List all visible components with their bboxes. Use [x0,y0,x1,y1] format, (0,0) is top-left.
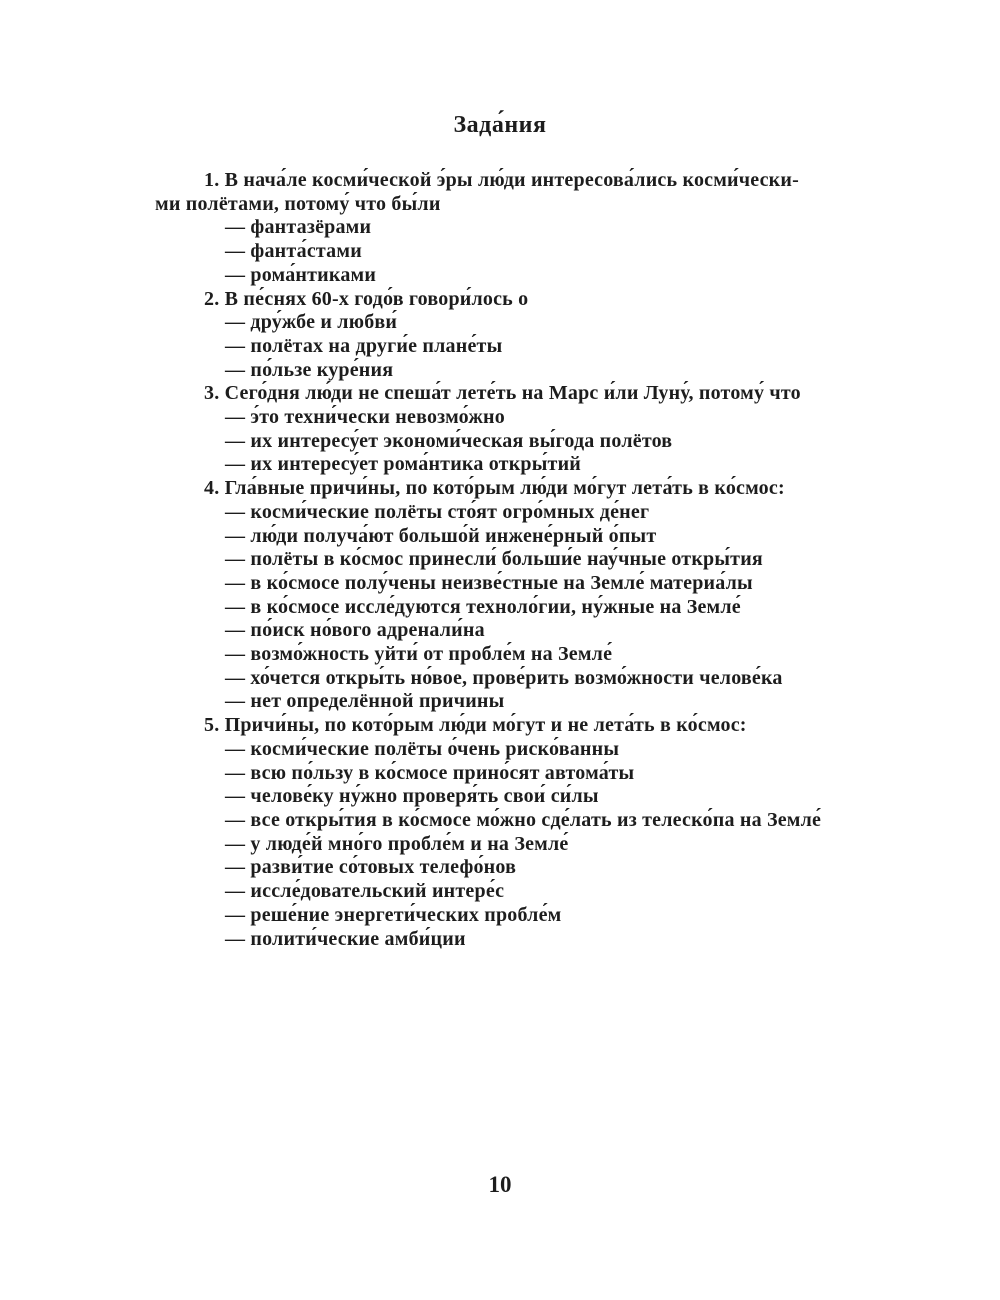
task-option-line: — дру́жбе и любви́ [225,311,398,334]
task-option-line: — разви́тие со́товых телефо́нов [225,856,517,879]
task-option-line: — челове́ку ну́жно проверя́ть свои́ си́лы [225,785,599,808]
task-option-line: — по́льзе куре́ния [225,358,394,381]
task-option-line: — их интересу́ет рома́нтика откры́тий [225,453,582,476]
task-option-line: — их интересу́ет экономи́ческая вы́года полётов [225,429,673,452]
task-option-line: — нет определённой причины [225,690,505,713]
task-option-line: — по́иск но́вого адренали́на [225,619,485,642]
task-option-line: — э́то техни́чески невозмо́жно [225,406,505,429]
tasks-list [155,169,960,951]
task-option-line: — фантазёрами [225,216,372,239]
task-text-line: 3. Сего́дня лю́ди не спеша́т лете́ть на Марс и́ли Луну́, потому́ что [204,382,801,405]
task-option-line: — фанта́стами [225,240,362,263]
task-option-line: — в ко́смосе иссле́дуются техноло́гии, ну́жные на Земле́ [225,595,741,618]
task-text-line: 4. Гла́вные причи́ны, по кото́рым лю́ди мо́гут лета́ть в ко́смос: [204,477,785,500]
task-text-line: ми полётами, потому́ что бы́ли [155,192,441,215]
task-option-line: — полёты в ко́смос принесли́ больши́е нау́чные откры́тия [225,548,763,571]
task-option-line: — хо́чется откры́ть но́вое, прове́рить возмо́жности челове́ка [225,666,783,689]
task-option-line: — возмо́жность уйти́ от пробле́м на Земле́ [225,643,613,666]
task-option-line: — иссле́довательский интере́с [225,880,505,903]
task-option-line: — в ко́смосе полу́чены неизве́стные на Земле́ материа́лы [225,571,753,594]
task-text-line: 2. В пе́снях 60-х годо́в говори́лось о [204,287,529,310]
task-text-line: 5. Причи́ны, по кото́рым лю́ди мо́гут и не лета́ть в ко́смос: [204,714,747,737]
task-option-line: — всю по́льзу в ко́смосе прино́сят автома́ты [225,761,635,784]
task-option-line: — у люде́й мно́го пробле́м и на Земле́ [225,832,569,855]
page-number: 10 [488,1172,512,1197]
task-option-line: — лю́ди получа́ют большо́й инжене́рный о́пыт [225,524,657,547]
task-option-line: — реше́ние энергети́ческих пробле́м [225,903,562,926]
task-text-line: 1. В нача́ле косми́ческой э́ры лю́ди интересова́лись косми́чески- [204,169,799,191]
task-option-line: — косми́ческие полёты сто́ят огро́мных де́нег [225,500,650,523]
task-option-line: — полити́ческие амби́ции [225,927,466,950]
task-option-line: — рома́нтиками [225,263,377,286]
task-option-line: — полётах на други́е плане́ты [225,334,503,357]
page-title: Зада́ния [453,112,547,138]
task-option-line: — косми́ческие полёты о́чень риско́ванны [225,737,620,760]
task-option-line: — все откры́тия в ко́смосе мо́жно сде́лать из телеско́па на Земле́ [225,808,822,831]
